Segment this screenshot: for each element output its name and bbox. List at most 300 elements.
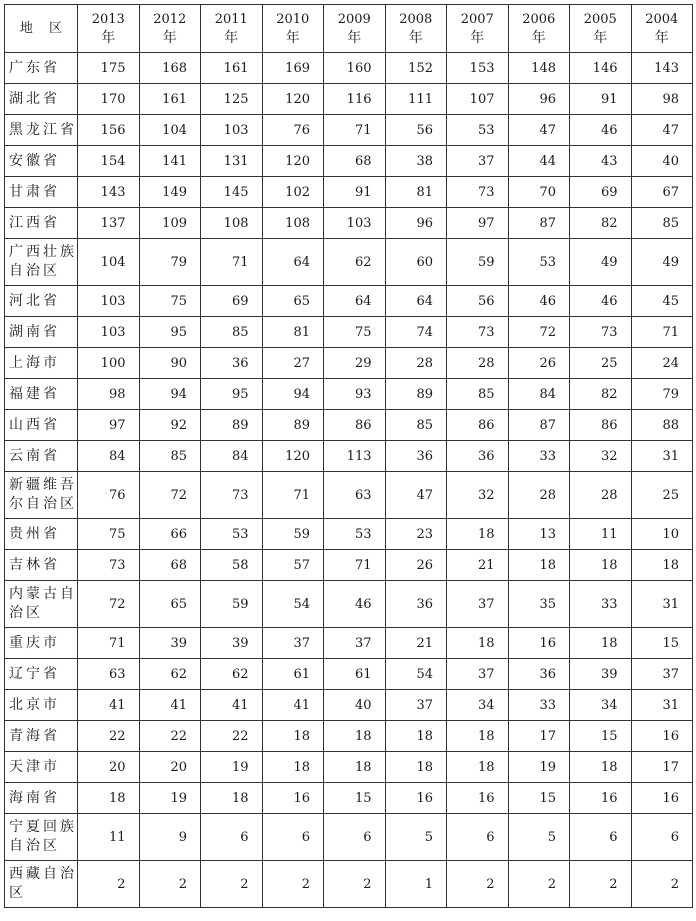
value-cell: 18	[324, 721, 386, 752]
value-cell: 18	[508, 550, 570, 581]
region-cell: 天津市	[5, 752, 78, 783]
value-cell: 18	[447, 628, 509, 659]
region-header-right: 区	[49, 21, 63, 36]
value-cell: 36	[447, 441, 509, 472]
value-cell: 16	[447, 783, 509, 814]
value-cell: 53	[508, 239, 570, 286]
value-cell: 22	[78, 721, 140, 752]
value-cell: 89	[385, 379, 447, 410]
value-cell: 15	[570, 721, 632, 752]
value-cell: 79	[631, 379, 693, 410]
table-row	[5, 53, 693, 84]
value-cell: 169	[262, 53, 324, 84]
value-cell: 1	[385, 861, 447, 908]
region-cell: 贵州省	[5, 519, 78, 550]
value-cell: 47	[631, 115, 693, 146]
value-cell: 88	[631, 410, 693, 441]
value-cell: 103	[78, 317, 140, 348]
region-cell: 江西省	[5, 208, 78, 239]
value-cell: 63	[324, 472, 386, 519]
year-header-suffix: 年	[593, 29, 608, 46]
value-cell: 120	[262, 84, 324, 115]
value-cell: 90	[139, 348, 201, 379]
value-cell: 69	[201, 286, 263, 317]
value-cell: 31	[631, 441, 693, 472]
value-cell: 11	[78, 814, 140, 861]
year-header-value: 2013	[91, 11, 125, 27]
value-cell: 94	[139, 379, 201, 410]
value-cell: 46	[570, 286, 632, 317]
header-row	[5, 5, 693, 53]
value-cell: 39	[570, 659, 632, 690]
value-cell: 22	[139, 721, 201, 752]
table-row	[5, 519, 693, 550]
value-cell: 28	[508, 472, 570, 519]
region-cell: 新疆维吾尔自治区	[5, 472, 78, 519]
value-cell: 2	[508, 861, 570, 908]
value-cell: 143	[631, 53, 693, 84]
value-cell: 54	[262, 581, 324, 628]
value-cell: 2	[324, 861, 386, 908]
year-column-header	[324, 5, 386, 53]
value-cell: 6	[447, 814, 509, 861]
value-cell: 49	[570, 239, 632, 286]
year-header-suffix: 年	[347, 29, 362, 46]
region-cell: 河北省	[5, 286, 78, 317]
value-cell: 37	[447, 146, 509, 177]
value-cell: 74	[385, 317, 447, 348]
year-column-header	[570, 5, 632, 53]
value-cell: 56	[447, 286, 509, 317]
region-cell: 宁夏回族自治区	[5, 814, 78, 861]
value-cell: 62	[201, 659, 263, 690]
value-cell: 104	[78, 239, 140, 286]
value-cell: 18	[631, 550, 693, 581]
value-cell: 49	[631, 239, 693, 286]
value-cell: 95	[139, 317, 201, 348]
value-cell: 91	[324, 177, 386, 208]
value-cell: 71	[631, 317, 693, 348]
value-cell: 11	[570, 519, 632, 550]
value-cell: 31	[631, 690, 693, 721]
value-cell: 5	[385, 814, 447, 861]
year-header-value: 2007	[460, 11, 494, 27]
value-cell: 36	[201, 348, 263, 379]
value-cell: 93	[324, 379, 386, 410]
value-cell: 2	[570, 861, 632, 908]
year-header-suffix: 年	[285, 29, 300, 46]
year-header-value: 2005	[583, 11, 617, 27]
value-cell: 85	[201, 317, 263, 348]
year-header-value: 2008	[399, 11, 433, 27]
value-cell: 76	[262, 115, 324, 146]
value-cell: 26	[508, 348, 570, 379]
table-header	[5, 5, 693, 53]
year-column-header	[508, 5, 570, 53]
value-cell: 33	[570, 581, 632, 628]
value-cell: 24	[631, 348, 693, 379]
value-cell: 65	[139, 581, 201, 628]
region-header-left: 地	[19, 21, 33, 36]
year-header-suffix: 年	[101, 29, 116, 46]
value-cell: 2	[631, 861, 693, 908]
region-cell: 黑龙江省	[5, 115, 78, 146]
region-cell: 海南省	[5, 783, 78, 814]
value-cell: 116	[324, 84, 386, 115]
value-cell: 146	[570, 53, 632, 84]
value-cell: 104	[139, 115, 201, 146]
value-cell: 66	[139, 519, 201, 550]
value-cell: 26	[385, 550, 447, 581]
value-cell: 36	[385, 581, 447, 628]
value-cell: 6	[324, 814, 386, 861]
table-row	[5, 581, 693, 628]
value-cell: 18	[324, 752, 386, 783]
table-row	[5, 379, 693, 410]
value-cell: 21	[385, 628, 447, 659]
value-cell: 57	[262, 550, 324, 581]
value-cell: 72	[508, 317, 570, 348]
table-row	[5, 472, 693, 519]
value-cell: 41	[262, 690, 324, 721]
value-cell: 39	[201, 628, 263, 659]
value-cell: 64	[385, 286, 447, 317]
table-row	[5, 239, 693, 286]
value-cell: 108	[262, 208, 324, 239]
region-cell: 上海市	[5, 348, 78, 379]
value-cell: 20	[78, 752, 140, 783]
year-header-suffix: 年	[470, 29, 485, 46]
value-cell: 71	[324, 550, 386, 581]
value-cell: 79	[139, 239, 201, 286]
value-cell: 31	[631, 581, 693, 628]
value-cell: 36	[385, 441, 447, 472]
table-row	[5, 177, 693, 208]
year-header-value: 2012	[153, 11, 187, 27]
value-cell: 73	[447, 317, 509, 348]
value-cell: 15	[324, 783, 386, 814]
value-cell: 84	[78, 441, 140, 472]
region-cell: 西藏自治区	[5, 861, 78, 908]
value-cell: 143	[78, 177, 140, 208]
value-cell: 75	[78, 519, 140, 550]
table-row	[5, 146, 693, 177]
value-cell: 37	[262, 628, 324, 659]
value-cell: 18	[447, 752, 509, 783]
value-cell: 62	[324, 239, 386, 286]
region-cell: 辽宁省	[5, 659, 78, 690]
value-cell: 87	[508, 208, 570, 239]
value-cell: 59	[262, 519, 324, 550]
value-cell: 28	[385, 348, 447, 379]
table-row	[5, 690, 693, 721]
value-cell: 152	[385, 53, 447, 84]
value-cell: 34	[570, 690, 632, 721]
value-cell: 85	[385, 410, 447, 441]
value-cell: 6	[201, 814, 263, 861]
value-cell: 33	[508, 441, 570, 472]
value-cell: 103	[78, 286, 140, 317]
value-cell: 103	[201, 115, 263, 146]
value-cell: 125	[201, 84, 263, 115]
value-cell: 102	[262, 177, 324, 208]
value-cell: 76	[78, 472, 140, 519]
region-column-header	[5, 5, 78, 53]
value-cell: 98	[631, 84, 693, 115]
value-cell: 47	[385, 472, 447, 519]
region-cell: 吉林省	[5, 550, 78, 581]
value-cell: 39	[139, 628, 201, 659]
value-cell: 108	[201, 208, 263, 239]
year-header-suffix: 年	[224, 29, 239, 46]
table-row	[5, 441, 693, 472]
value-cell: 86	[324, 410, 386, 441]
value-cell: 86	[447, 410, 509, 441]
value-cell: 149	[139, 177, 201, 208]
value-cell: 18	[447, 519, 509, 550]
value-cell: 109	[139, 208, 201, 239]
year-header-suffix: 年	[654, 29, 669, 46]
value-cell: 56	[385, 115, 447, 146]
table-row	[5, 659, 693, 690]
region-cell: 甘肃省	[5, 177, 78, 208]
value-cell: 68	[139, 550, 201, 581]
value-cell: 2	[447, 861, 509, 908]
value-cell: 19	[508, 752, 570, 783]
value-cell: 131	[201, 146, 263, 177]
value-cell: 28	[447, 348, 509, 379]
value-cell: 18	[570, 628, 632, 659]
value-cell: 34	[447, 690, 509, 721]
value-cell: 54	[385, 659, 447, 690]
value-cell: 41	[139, 690, 201, 721]
value-cell: 72	[78, 581, 140, 628]
value-cell: 38	[385, 146, 447, 177]
value-cell: 84	[508, 379, 570, 410]
value-cell: 23	[385, 519, 447, 550]
value-cell: 10	[631, 519, 693, 550]
value-cell: 111	[385, 84, 447, 115]
value-cell: 41	[78, 690, 140, 721]
value-cell: 37	[324, 628, 386, 659]
value-cell: 18	[262, 752, 324, 783]
value-cell: 37	[385, 690, 447, 721]
year-column-header	[631, 5, 693, 53]
value-cell: 89	[201, 410, 263, 441]
value-cell: 85	[631, 208, 693, 239]
value-cell: 29	[324, 348, 386, 379]
table-row	[5, 783, 693, 814]
value-cell: 98	[78, 379, 140, 410]
value-cell: 18	[385, 752, 447, 783]
value-cell: 103	[324, 208, 386, 239]
table-row	[5, 861, 693, 908]
value-cell: 15	[508, 783, 570, 814]
table-row	[5, 317, 693, 348]
value-cell: 85	[447, 379, 509, 410]
value-cell: 2	[78, 861, 140, 908]
region-cell: 安徽省	[5, 146, 78, 177]
value-cell: 73	[447, 177, 509, 208]
region-cell: 福建省	[5, 379, 78, 410]
value-cell: 46	[324, 581, 386, 628]
year-column-header	[447, 5, 509, 53]
value-cell: 18	[570, 752, 632, 783]
value-cell: 160	[324, 53, 386, 84]
value-cell: 67	[631, 177, 693, 208]
year-header-value: 2010	[276, 11, 310, 27]
table-row	[5, 348, 693, 379]
value-cell: 35	[508, 581, 570, 628]
table-row	[5, 410, 693, 441]
year-header-suffix: 年	[162, 29, 177, 46]
value-cell: 37	[631, 659, 693, 690]
value-cell: 53	[201, 519, 263, 550]
value-cell: 120	[262, 441, 324, 472]
value-cell: 175	[78, 53, 140, 84]
value-cell: 73	[201, 472, 263, 519]
region-cell: 山西省	[5, 410, 78, 441]
value-cell: 2	[139, 861, 201, 908]
value-cell: 161	[139, 84, 201, 115]
value-cell: 17	[631, 752, 693, 783]
value-cell: 25	[631, 472, 693, 519]
region-cell: 重庆市	[5, 628, 78, 659]
value-cell: 113	[324, 441, 386, 472]
value-cell: 60	[385, 239, 447, 286]
value-cell: 43	[570, 146, 632, 177]
value-cell: 20	[139, 752, 201, 783]
value-cell: 16	[631, 721, 693, 752]
value-cell: 46	[570, 115, 632, 146]
year-column-header	[262, 5, 324, 53]
value-cell: 148	[508, 53, 570, 84]
value-cell: 84	[201, 441, 263, 472]
value-cell: 33	[508, 690, 570, 721]
region-year-table	[4, 4, 693, 908]
value-cell: 96	[385, 208, 447, 239]
value-cell: 58	[201, 550, 263, 581]
value-cell: 21	[447, 550, 509, 581]
value-cell: 44	[508, 146, 570, 177]
value-cell: 71	[78, 628, 140, 659]
value-cell: 107	[447, 84, 509, 115]
value-cell: 59	[447, 239, 509, 286]
table-row	[5, 84, 693, 115]
value-cell: 92	[139, 410, 201, 441]
value-cell: 85	[139, 441, 201, 472]
value-cell: 28	[570, 472, 632, 519]
year-column-header	[385, 5, 447, 53]
value-cell: 68	[324, 146, 386, 177]
value-cell: 61	[324, 659, 386, 690]
region-cell: 广东省	[5, 53, 78, 84]
value-cell: 45	[631, 286, 693, 317]
value-cell: 15	[631, 628, 693, 659]
table-row	[5, 628, 693, 659]
year-column-header	[201, 5, 263, 53]
value-cell: 141	[139, 146, 201, 177]
value-cell: 137	[78, 208, 140, 239]
year-header-suffix: 年	[531, 29, 546, 46]
value-cell: 41	[201, 690, 263, 721]
value-cell: 40	[631, 146, 693, 177]
value-cell: 32	[447, 472, 509, 519]
value-cell: 37	[447, 581, 509, 628]
value-cell: 32	[570, 441, 632, 472]
value-cell: 70	[508, 177, 570, 208]
year-column-header	[78, 5, 140, 53]
year-header-suffix: 年	[408, 29, 423, 46]
table-row	[5, 721, 693, 752]
value-cell: 153	[447, 53, 509, 84]
value-cell: 71	[201, 239, 263, 286]
value-cell: 161	[201, 53, 263, 84]
value-cell: 18	[570, 550, 632, 581]
year-header-value: 2011	[214, 11, 248, 27]
table-row	[5, 115, 693, 146]
value-cell: 154	[78, 146, 140, 177]
value-cell: 65	[262, 286, 324, 317]
value-cell: 82	[570, 208, 632, 239]
value-cell: 2	[262, 861, 324, 908]
value-cell: 17	[508, 721, 570, 752]
value-cell: 156	[78, 115, 140, 146]
value-cell: 18	[201, 783, 263, 814]
value-cell: 87	[508, 410, 570, 441]
table-row	[5, 814, 693, 861]
value-cell: 37	[447, 659, 509, 690]
year-header-value: 2006	[522, 11, 556, 27]
table-row	[5, 286, 693, 317]
value-cell: 19	[139, 783, 201, 814]
value-cell: 145	[201, 177, 263, 208]
value-cell: 16	[262, 783, 324, 814]
table-row	[5, 208, 693, 239]
value-cell: 61	[262, 659, 324, 690]
year-header-value: 2009	[337, 11, 371, 27]
value-cell: 9	[139, 814, 201, 861]
value-cell: 168	[139, 53, 201, 84]
value-cell: 18	[385, 721, 447, 752]
region-cell: 北京市	[5, 690, 78, 721]
data-table-container	[4, 4, 692, 908]
value-cell: 25	[570, 348, 632, 379]
value-cell: 36	[508, 659, 570, 690]
value-cell: 62	[139, 659, 201, 690]
value-cell: 97	[78, 410, 140, 441]
region-cell: 湖北省	[5, 84, 78, 115]
value-cell: 5	[508, 814, 570, 861]
value-cell: 63	[78, 659, 140, 690]
value-cell: 100	[78, 348, 140, 379]
value-cell: 94	[262, 379, 324, 410]
value-cell: 47	[508, 115, 570, 146]
value-cell: 6	[262, 814, 324, 861]
value-cell: 64	[262, 239, 324, 286]
value-cell: 95	[201, 379, 263, 410]
value-cell: 16	[570, 783, 632, 814]
value-cell: 81	[262, 317, 324, 348]
region-cell: 内蒙古自治区	[5, 581, 78, 628]
value-cell: 82	[570, 379, 632, 410]
value-cell: 73	[78, 550, 140, 581]
table-body	[5, 53, 693, 908]
value-cell: 72	[139, 472, 201, 519]
value-cell: 64	[324, 286, 386, 317]
region-cell: 云南省	[5, 441, 78, 472]
value-cell: 59	[201, 581, 263, 628]
